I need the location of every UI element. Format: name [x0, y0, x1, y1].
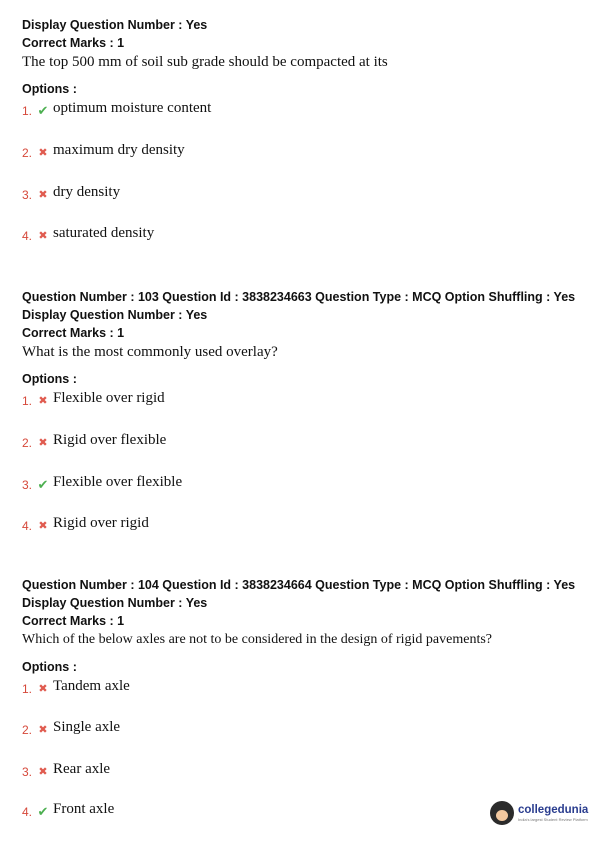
logo-text [518, 804, 588, 823]
option-number: 3. [22, 188, 33, 202]
option-text: optimum moisture content [53, 100, 212, 116]
options-label: Options : [22, 660, 77, 674]
option-text: saturated density [53, 225, 155, 241]
option-3 [22, 759, 110, 779]
option-number: 2. [22, 436, 33, 450]
mascot-icon [490, 801, 514, 825]
option-2 [22, 140, 185, 160]
option-number: 2. [22, 723, 33, 737]
option-1 [22, 98, 211, 118]
question-header: Question Number : 103 Question Id : 3838234663 Question Type : MCQ Option Shuffling : Yes [22, 290, 576, 304]
question-block-2 [22, 288, 582, 533]
correct-marks: Correct Marks : 1 [22, 326, 125, 340]
option-number: 1. [22, 394, 33, 408]
option-number: 1. [22, 682, 33, 696]
option-text: Rigid over rigid [53, 515, 149, 531]
option-2 [22, 717, 120, 737]
correct-marks: Correct Marks : 1 [22, 36, 125, 50]
option-2 [22, 430, 166, 450]
cross-icon: ✖ [38, 683, 48, 695]
option-text: Front axle [53, 801, 115, 817]
check-icon: ✔ [37, 103, 49, 118]
option-number: 2. [22, 146, 33, 160]
option-1 [22, 676, 130, 696]
question-header: Question Number : 104 Question Id : 3838234664 Question Type : MCQ Option Shuffling : Yes [22, 578, 576, 592]
display-question-number: Display Question Number : Yes [22, 18, 208, 32]
cross-icon: ✖ [38, 766, 48, 778]
option-number: 4. [22, 519, 33, 533]
logo-name: collegedunia [518, 803, 589, 816]
cross-icon: ✖ [38, 724, 48, 736]
option-3 [22, 182, 120, 202]
collegedunia-logo [490, 797, 590, 829]
option-text: maximum dry density [53, 142, 185, 158]
options-label: Options : [22, 82, 77, 96]
option-number: 4. [22, 229, 33, 243]
cross-icon: ✖ [38, 395, 48, 407]
option-text: Flexible over rigid [53, 390, 165, 406]
cross-icon: ✖ [38, 520, 48, 532]
option-number: 3. [22, 478, 33, 492]
question-stem: Which of the below axles are not to be considered in the design of rigid pavements? [22, 632, 493, 647]
option-number: 3. [22, 765, 33, 779]
logo-tagline: India's largest Student Review Platform [518, 816, 588, 822]
option-text: Tandem axle [53, 678, 130, 694]
correct-marks: Correct Marks : 1 [22, 614, 125, 628]
cross-icon: ✖ [38, 189, 48, 201]
cross-icon: ✖ [38, 147, 48, 159]
display-question-number: Display Question Number : Yes [22, 308, 208, 322]
option-text: Flexible over flexible [53, 474, 183, 490]
option-text: dry density [53, 184, 121, 200]
options-label: Options : [22, 372, 77, 386]
question-stem: The top 500 mm of soil sub grade should be compacted at its [22, 54, 388, 70]
option-1 [22, 388, 165, 408]
option-number: 1. [22, 104, 33, 118]
check-icon: ✔ [37, 477, 49, 492]
option-4 [22, 513, 149, 533]
question-stem: What is the most commonly used overlay? [22, 344, 278, 360]
option-4 [22, 223, 154, 243]
option-text: Rigid over flexible [53, 432, 167, 448]
cross-icon: ✖ [38, 230, 48, 242]
option-number: 4. [22, 805, 33, 819]
display-question-number: Display Question Number : Yes [22, 596, 208, 610]
option-text: Single axle [53, 719, 121, 735]
cross-icon: ✖ [38, 437, 48, 449]
option-3 [22, 472, 182, 492]
question-block-1 [22, 16, 582, 243]
check-icon: ✔ [37, 804, 49, 819]
option-4 [22, 799, 114, 819]
option-text: Rear axle [53, 761, 111, 777]
